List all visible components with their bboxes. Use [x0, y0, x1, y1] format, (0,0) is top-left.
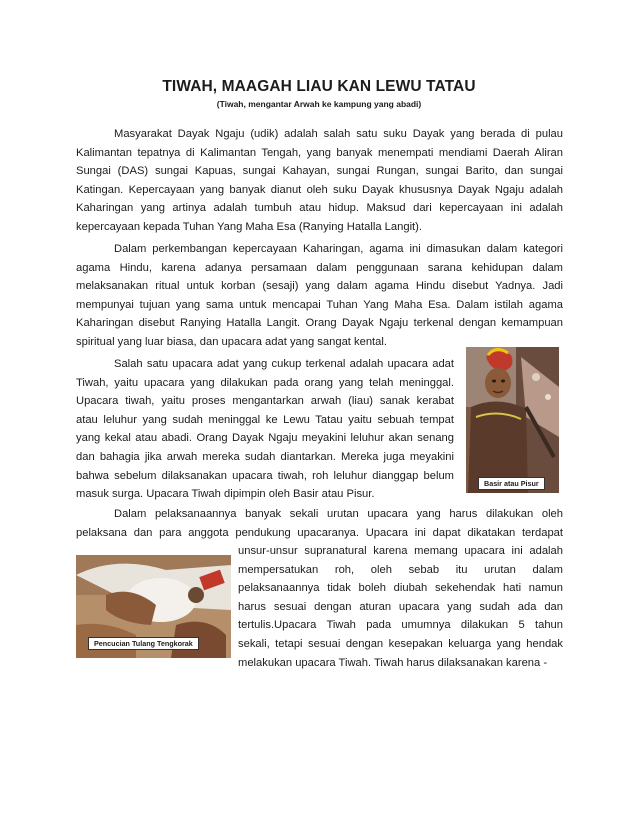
text-line: Upacara tiwah, yaitu proses mengantarkan arwah (liau) sanak kerabat: [76, 395, 454, 408]
text-line: Tiwah, yaitu upacara yang dilakukan pada orang yang telah meninggal.: [76, 376, 454, 389]
text-line: unsur-unsur supranatural karena memang upacara ini adalah: [238, 545, 563, 557]
text-line: Salah satu upacara adat yang cukup terkenal adalah upacara adat: [114, 358, 454, 370]
text-line: masuk surga. Upacara Tiwah dipimpin oleh Basir atau Pisur.: [76, 488, 375, 501]
text-line: agama Hindu, karena adanya persamaan dalam penggunaan sarana kehidupan dalam: [76, 261, 563, 274]
text-line: pelaksanaannya tidak boleh diubah sekehendak hati namun: [238, 582, 563, 595]
text-line: atau leluhur yang sudah meninggal ke Lewu Tatau yaitu sebuah tempat: [76, 413, 454, 426]
photo-basir-caption: Basir atau Pisur: [478, 477, 545, 490]
text-line: Kaharingan yang artinya adalah tumbuh atau hidup. Maksud dari kepercayaan ini adalah: [76, 202, 563, 215]
text-line: mempersatukan roh, oleh sebab itu urutan dalam: [238, 563, 563, 576]
paragraph-4-wrap: [238, 542, 563, 672]
text-line: Dalam perkembangan kepercayaan Kaharingan, agama ini dimasukan dalam kategori: [114, 243, 563, 255]
text-line: mempunyai tujuan yang sama untuk mencapai Tuhan Yang Maha Esa. Dalam istilah agama: [76, 298, 563, 311]
photo-pencucian: [76, 555, 231, 658]
text-line: melakukan upacara Tiwah. Tiwah harus dilaksanakan karena -: [238, 656, 548, 669]
text-line: sekali, tetapi sesuai dengan kesepakan keluarga yang hendak: [238, 637, 563, 650]
document-subtitle: (Tiwah, mengantar Arwah ke kampung yang abadi): [216, 99, 422, 109]
text-line: Dalam pelaksanaannya banyak sekali urutan upacara yang harus dilakukan oleh: [114, 508, 563, 520]
document-title: TIWAH, MAAGAH LIAU KAN LEWU TATAU: [162, 78, 476, 95]
text-line: pelaksana dan para anggota pendukung upacaranya. Upacara ini dapat dikatakan terdapat: [76, 526, 563, 539]
text-line: Kalimantan tepatnya di Kalimantan Tengah, yang banyak menempati mendiami Daerah Aliran: [76, 146, 563, 159]
text-line: tertulis.Upacara Tiwah pada umumnya dilakukan 5 tahun: [238, 619, 563, 632]
text-line: harus sesuai dengan aturan upacara yang sudah ada dan: [238, 600, 563, 613]
text-line: spiritual yang luar biasa, dan upacara adat yang sangat kental.: [76, 335, 387, 348]
photo-basir-image: [466, 347, 559, 493]
paragraph-3: [76, 355, 454, 504]
photo-basir: [466, 347, 559, 493]
paragraph-2: [76, 240, 563, 352]
paragraph-4-intro: [76, 505, 563, 542]
text-line: bahwa sebelum dilaksanakan upacara tiwah, roh leluhur dianggap belum: [76, 469, 454, 482]
text-line: kepercayaan kepada Tuhan Yang Maha Esa (Ranying Hatalla Langit).: [76, 220, 423, 233]
text-line: Katingan. Kepercayaan yang banyak dianut oleh suku Dayak khususnya Dayak Ngaju adalah: [76, 183, 563, 196]
text-line: Masyarakat Dayak Ngaju (udik) adalah salah satu suku Dayak yang berada di pulau: [114, 128, 563, 140]
photo-pencucian-caption: Pencucian Tulang Tengkorak: [88, 637, 199, 650]
text-line: melaksanakan ritual untuk korban (sesaji) yang dalam agama Hindu disebut Yadnya. Jadi: [76, 280, 563, 293]
text-line: Kaharingan disebut Ranying Hatalla Langit. Orang Dayak Ngaju terkenal dengan kemampuan: [76, 317, 563, 330]
text-line: dan bahagia jika arwah mereka sudah diantarkan. Mereka juga meyakini: [76, 450, 454, 463]
paragraph-1: [76, 125, 563, 237]
text-line: Sungai (DAS) sungai Kapuas, sungai Kahayan, sungai Rungan, sungai Barito, dan sungai: [76, 165, 563, 178]
text-line: yang kekal atau abadi. Orang Dayak Ngaju meyakini leluhur akan senang: [76, 432, 454, 445]
